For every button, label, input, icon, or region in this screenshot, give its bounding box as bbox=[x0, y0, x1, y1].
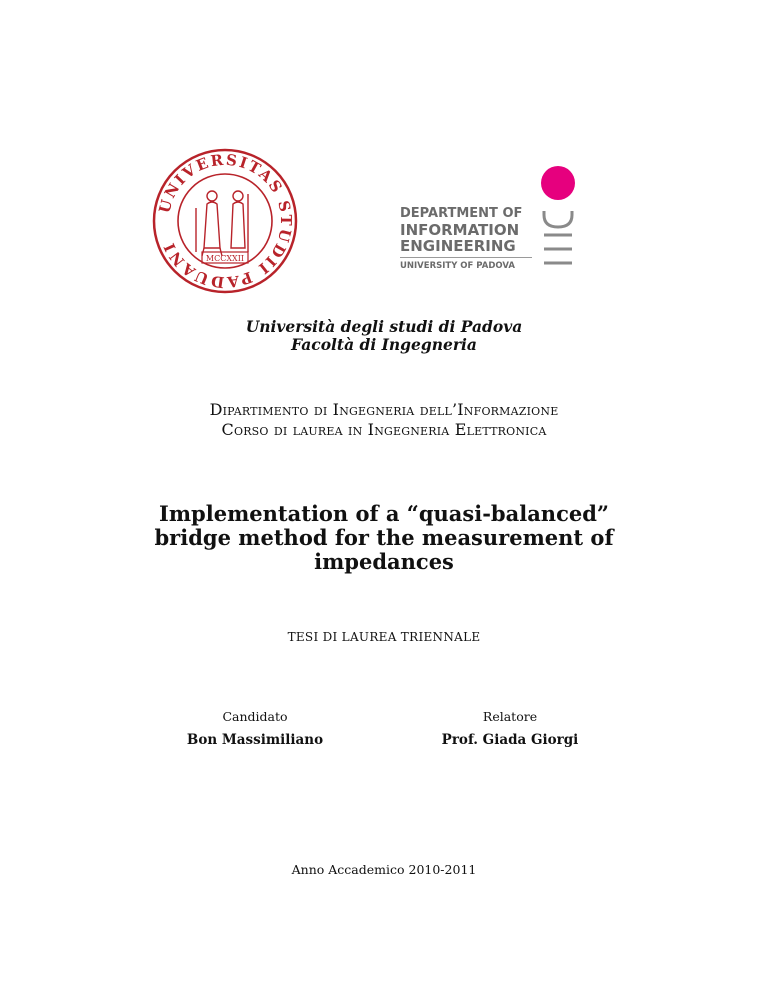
candidate-label: Candidato bbox=[222, 709, 288, 724]
title-line-3: impedances bbox=[314, 549, 454, 574]
title-line-2: bridge method for the measurement of bbox=[154, 525, 614, 550]
dept-logo-line-2: INFORMATION bbox=[400, 221, 520, 239]
svg-text:UNIVERSITAS STUDII PADUANI bbox=[155, 151, 295, 292]
course-name: Corso di laurea in Ingegneria Elettronica bbox=[221, 420, 547, 439]
dept-logo-line-1: DEPARTMENT OF bbox=[400, 206, 523, 221]
academic-year: Anno Accademico 2010-2011 bbox=[291, 862, 477, 877]
thesis-type: TESI DI LAUREA TRIENNALE bbox=[287, 630, 481, 644]
department-logo bbox=[400, 165, 580, 275]
dept-logo-mark-icon bbox=[538, 165, 578, 275]
university-name: Università degli studi di Padova bbox=[245, 317, 523, 336]
supervisor-name: Prof. Giada Giorgi bbox=[441, 732, 579, 748]
seal-year: MCCXXII bbox=[205, 254, 245, 263]
seal-ring-text: UNIVERSITAS STUDII PADUANI bbox=[155, 150, 296, 292]
dept-logo-line-4: UNIVERSITY OF PADOVA bbox=[400, 261, 515, 271]
university-heading bbox=[0, 318, 768, 354]
department-name: Dipartimento di Ingegneria dell’Informazione bbox=[209, 400, 559, 419]
supervisor-label: Relatore bbox=[482, 709, 538, 724]
department-heading bbox=[0, 400, 768, 440]
university-seal-logo bbox=[152, 148, 298, 294]
faculty-name: Facoltà di Ingegneria bbox=[291, 335, 477, 354]
candidate-name: Bon Massimiliano bbox=[186, 732, 324, 748]
thesis-title bbox=[0, 502, 768, 574]
dept-logo-line-3: ENGINEERING bbox=[400, 237, 516, 255]
dept-logo-divider bbox=[400, 257, 532, 258]
title-line-1: Implementation of a “quasi-balanced” bbox=[159, 501, 609, 526]
